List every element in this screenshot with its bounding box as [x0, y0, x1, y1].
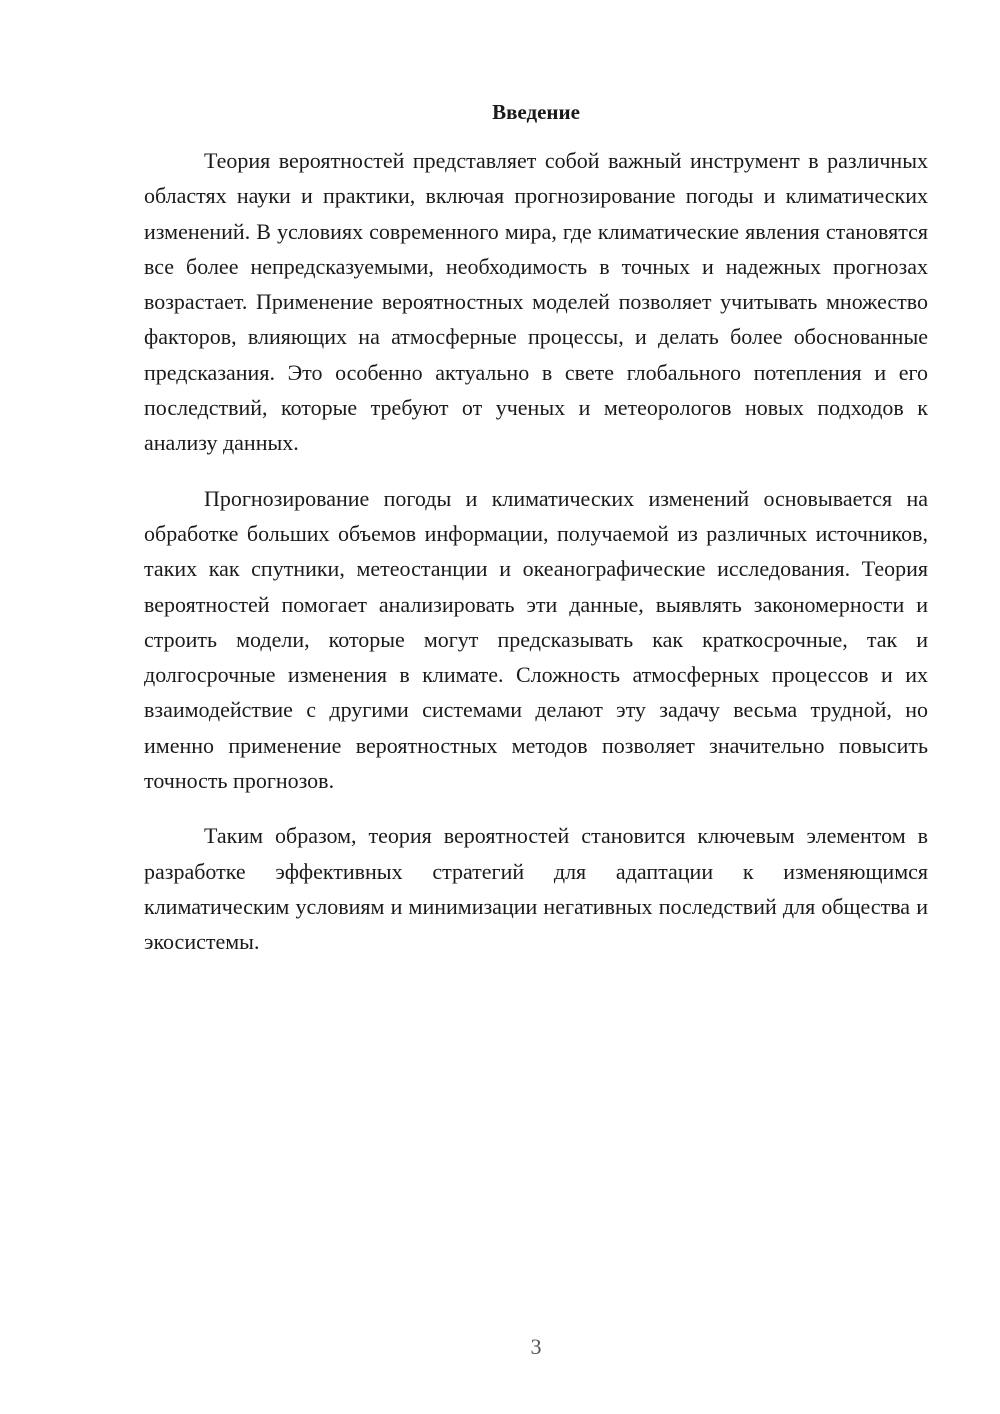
section-title: Введение — [492, 100, 580, 124]
paragraph-3: Таким образом, теория вероятностей становится ключевым элементом в разработке эффективных стратегий для адаптации к изменяющимся климатическим условиям и минимизации негативных последствий для общества и экосистемы. — [144, 823, 928, 955]
page-number: 3 — [530, 1334, 542, 1359]
paragraph-2: Прогнозирование погоды и климатических изменений основывается на обработке больших объемов информации, получаемой из различных источников, таких как спутники, метеостанции и океанографические исследования. Теория вероятностей помогает анализировать эти данные, выявлять закономерности и строить модели, которые могут предсказывать как краткосрочные, так и долгосрочные изменения в климате. Сложность атмосферных процессов и их взаимодействие с другими системами делают эту задачу весьма трудной, но именно применение вероятностных методов позволяет значительно повысить точность прогнозов. — [144, 485, 928, 794]
body-text — [144, 143, 928, 980]
paragraph-1: Теория вероятностей представляет собой важный инструмент в различных областях науки и практики, включая прогнозирование погоды и климатических изменений. В условиях современного мира, где климатические явления становятся все более непредсказуемыми, необходимость в точных и надежных прогнозах возрастает. Применение вероятностных моделей позволяет учитывать множество факторов, влияющих на атмосферные процессы, и делать более обоснованные предсказания. Это особенно актуально в свете глобального потепления и его последствий, которые требуют от ученых и метеорологов новых подходов к анализу данных. — [144, 148, 928, 456]
